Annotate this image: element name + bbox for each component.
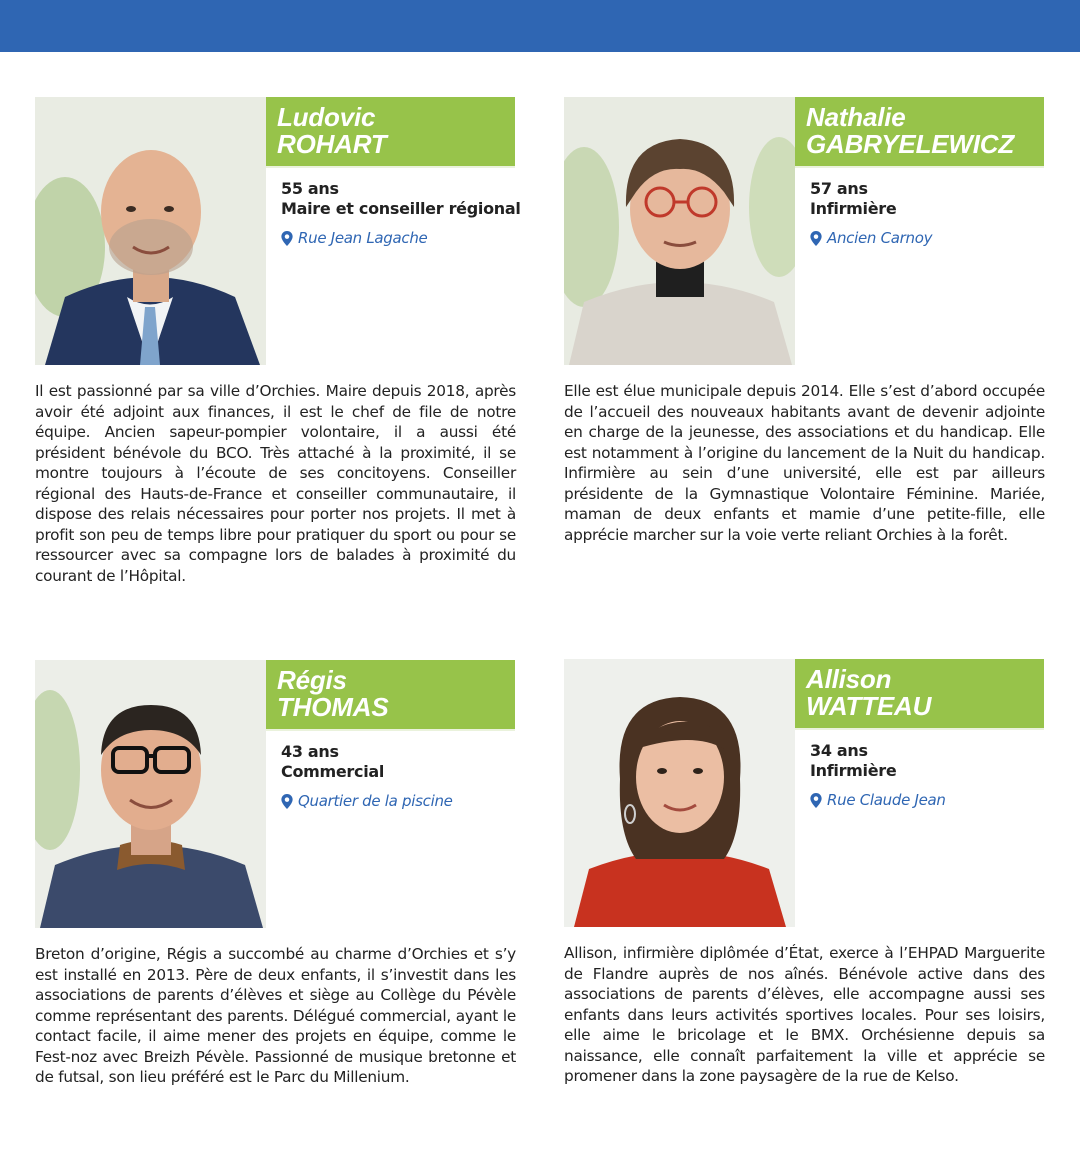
location-text: Quartier de la piscine (298, 792, 453, 810)
last-name: ROHART (277, 129, 387, 159)
bio-text: Allison, infirmière diplômée d’État, exerce à l’EHPAD Marguerite de Flandre auprès de nos aînés. Bénévole active dans des associations de parents d’élèves, elle accompagne aussi ses enfants dans leurs activités sportives locales. Pour ses loisirs, elle aime le bricolage et le BMX. Orchésienne depuis sa naissance, elle connaît parfaitement la ville et apprécie se promener dans la zone paysagère de la rue de Kelso. (564, 944, 1045, 1085)
location (810, 791, 1046, 809)
last-name: GABRYELEWICZ (806, 129, 1015, 159)
profile-card-rohart (35, 97, 521, 587)
portrait-illustration (35, 660, 266, 928)
portrait-photo (35, 97, 266, 365)
portrait-photo (564, 97, 795, 365)
bio-text: Il est passionné par sa ville d’Orchies. Maire depuis 2018, après avoir été adjoint aux finances, il est le chef de file de notre équipe. Ancien sapeur-pompier volontaire, il a aussi été président bénévole du BCO. Très attaché à la proximité, il se montre toujours à l’écoute de ses concitoyens. Conseiller régional des Hauts-de-France et conseiller communautaire, il dispose des relais nécessaires pour porter nos projets. Il met à profit son peu de temps libre pour pratiquer du sport ou pour se ressourcer avec sa compagne lors de balades à proximité du courant de l’Hôpital. (35, 382, 516, 585)
portrait-illustration (564, 659, 795, 927)
portrait-photo (564, 659, 795, 927)
last-name: THOMAS (277, 692, 389, 722)
location-text: Rue Claude Jean (827, 791, 946, 809)
last-name: WATTEAU (806, 691, 932, 721)
map-pin-icon (281, 794, 293, 809)
profile-card-watteau (564, 659, 1046, 1119)
profile-meta (281, 742, 517, 810)
bio-text: Elle est élue municipale depuis 2014. Elle s’est d’abord occupée de l’accueil des nouveaux habitants avant de devenir adjointe en charge de la jeunesse, des associations et du handicap. Elle est notamment à l’origine du lancement de la Nuit du handicap. Infirmière au sein d’une université, elle est par ailleurs présidente de la Gymnastique Volontaire Féminine. Mariée, maman de deux enfants et mamie d’une petite-fille, elle apprécie marcher sur la voie verte reliant Orchies à la forêt. (564, 382, 1045, 544)
name-box (266, 660, 515, 731)
bio-text: Breton d’origine, Régis a succombé au charme d’Orchies et s’y est installé en 2013. Père de deux enfants, il s’investit dans les associations de parents d’élèves et siège au Collège du Pévèle comme représentant des parents. Délégué commercial, ayant le contact facile, il aime mener des projets en équipe, comme le Fest-noz avec Breizh Pévèle. Passionné de musique bretonne et de futsal, son lieu préféré est le Parc du Millenium. (35, 945, 516, 1086)
role: Maire et conseiller régional (281, 199, 521, 218)
map-pin-icon (810, 793, 822, 808)
first-name: Régis (277, 665, 347, 695)
profile-card-gabryelewicz (564, 97, 1046, 587)
map-pin-icon (281, 231, 293, 246)
role: Infirmière (810, 761, 897, 780)
first-name: Allison (806, 664, 892, 694)
age: 57 ans (810, 179, 868, 198)
map-pin-icon (810, 231, 822, 246)
header-bar (0, 0, 1080, 52)
role: Infirmière (810, 199, 897, 218)
location (281, 229, 517, 247)
profile-meta (281, 179, 521, 247)
first-name: Nathalie (806, 102, 906, 132)
age: 43 ans (281, 742, 339, 761)
name-box (795, 659, 1044, 730)
portrait-illustration (564, 97, 795, 365)
portrait-illustration (35, 97, 266, 365)
location-text: Rue Jean Lagache (298, 229, 428, 247)
location (281, 792, 517, 810)
name-box (795, 97, 1044, 168)
age: 34 ans (810, 741, 868, 760)
age: 55 ans (281, 179, 339, 198)
location (810, 229, 1046, 247)
profile-meta (810, 179, 1046, 247)
portrait-photo (35, 660, 266, 928)
name-box (266, 97, 515, 168)
first-name: Ludovic (277, 102, 376, 132)
role: Commercial (281, 762, 385, 781)
profile-card-thomas (35, 660, 517, 1120)
location-text: Ancien Carnoy (827, 229, 933, 247)
profile-meta (810, 741, 1046, 809)
